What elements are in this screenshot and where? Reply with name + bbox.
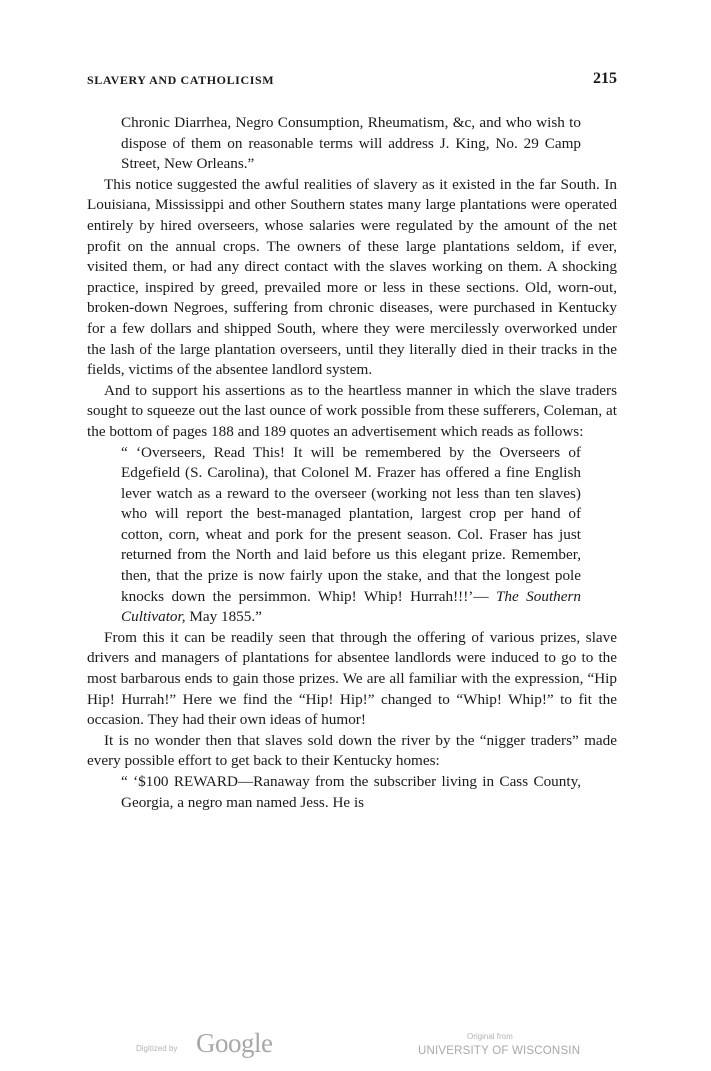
university-label: UNIVERSITY OF WISCONSIN [418,1045,581,1057]
quote-source-date: May 1855.” [185,608,262,626]
page-number: 215 [593,70,617,87]
paragraph-absentee-system: This notice suggested the awful realities of slavery as it existed in the far South. In Louisiana, Mississippi and other Southern states many large plantations were operated entirely by hired overseers, whose salaries were regulated by the amount of the net profit on the annual crops. The owners of these large plantations seldom, if ever, visited them, or had any direct contact with the slaves working on them. A shocking practice, inspired by greed, prevailed more or less in these sections. Old, worn-out, broken-down Negroes, suffering from chronic diseases, were purchased in Kentucky for a few dollars and shipped South, where they were mercilessly overworked under the lash of the large plantation overseers, until they literally died in their tracks in the fields, victims of the absentee landlord system. [87,175,617,379]
original-from-label: Original from [467,1032,513,1041]
digitization-footer [0,1020,711,1070]
quote-source-title: The Southern Cultivator, [121,587,582,626]
quote-reward: “ ‘$100 REWARD—Ranaway from the subscriber living in Cass County, Georgia, a negro man named Jess. He is [121,773,581,811]
google-logo: Google [196,1028,273,1058]
running-title: SLAVERY AND CATHOLICISM [87,73,275,87]
paragraph-kentucky-homes: It is no wonder then that slaves sold down the river by the “nigger traders” made every possible effort to get back to their Kentucky homes: [87,731,617,770]
running-head [87,70,617,94]
paragraph-coleman-advertisement: And to support his assertions as to the heartless manner in which the slave traders sought to squeeze out the last ounce of work possible from these sufferers, Coleman, at the bottom of pages 188 and 189 quotes an advertisement which reads as follows: [87,381,617,440]
quote-overseers [87,443,617,628]
page-body [87,113,617,813]
paragraph-prizes: From this it can be readily seen that through the offering of various prizes, slave drivers and managers of plantations for absentee landlords were induced to go to the most barbarous ends to gain those prizes. We are all familiar with the expression, “Hip Hip! Hurrah!” Here we find the “Hip! Hip!” changed to “Whip! Whip!” to fit the occasion. They had their own ideas of humor! [87,628,617,729]
digitized-by-label: Digitized by [136,1044,178,1053]
quote-overseers-text: “ ‘Overseers, Read This! It will be remembered by the Overseers of Edgefield (S. Carolina), that Colonel M. Frazer has offered a fine English lever watch as a reward to the overseer (working not less than ten slaves) who will report the best-managed plantation, largest crop per hand of cotton, corn, wheat and pork for the present season. Col. Fraser has just returned from the North and laid before us this elegant prize. Remember, then, that the prize is now fairly upon the stake, and that the longest pole knocks down the persimmon. Whip! Whip! Hurrah!!!’— [121,443,581,605]
quote-continuation: Chronic Diarrhea, Negro Consumption, Rheumatism, &c, and who wish to dispose of them on reasonable terms will address J. King, No. 29 Camp Street, New Orleans.” [121,114,581,173]
